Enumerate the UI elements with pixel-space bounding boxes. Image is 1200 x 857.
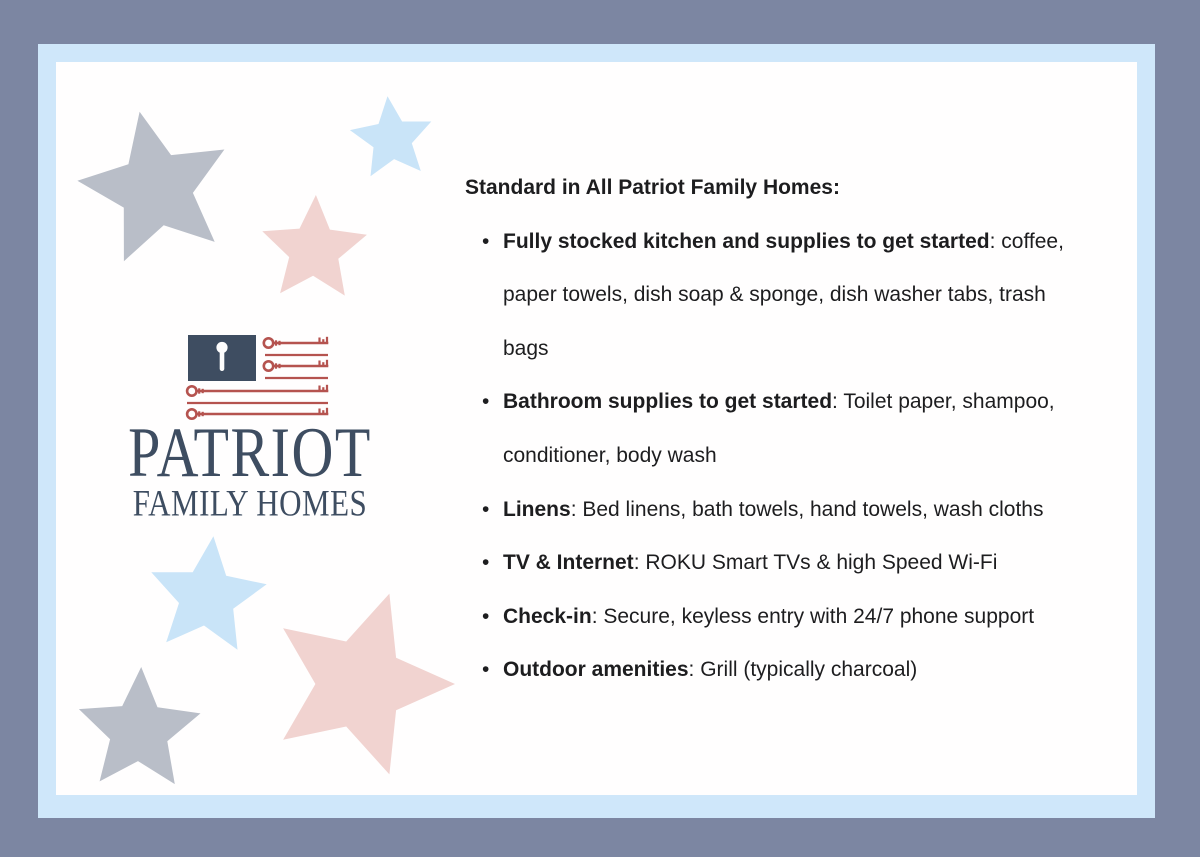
list-item [465,643,1125,697]
amenities-list [465,215,1125,697]
list-item-text: : ROKU Smart TVs & high Speed Wi-Fi [633,551,998,575]
list-item-line [503,536,1125,590]
list-item [465,536,1125,590]
list-item [465,590,1125,644]
list-item-text: Fully stocked kitchen and supplies to get started [503,229,990,253]
list-item-line [503,322,1125,376]
list-item-text: Bathroom supplies to get started [503,390,833,414]
list-item-text: bags [503,336,549,360]
list-item-text: conditioner, body wash [503,443,717,467]
list-item-line [503,215,1125,269]
list-item-text: Linens [503,497,571,521]
list-item-text: TV & Internet [503,551,634,575]
list-item-line [503,375,1125,429]
blue-star-small-top [350,96,431,176]
content-column [465,161,1125,697]
list-item-text: Check-in [503,604,592,628]
list-item-text: : Secure, keyless entry with 24/7 phone support [591,604,1035,628]
bullet-marker: • [482,658,490,682]
pink-star-top [262,195,367,296]
brand-name-primary: PATRIOT [128,412,372,492]
list-item-text: Outdoor amenities [503,658,689,682]
keyhole-stem [220,351,225,371]
bullet-marker: • [482,390,490,414]
bullet-marker: • [482,551,490,575]
list-item-line [503,590,1125,644]
list-item-text: : coffee, [989,229,1064,253]
list-item [465,215,1125,376]
patriot-flag-keys-icon [185,332,330,420]
pink-star-large-bottom [283,594,455,775]
bullet-marker: • [482,497,490,521]
bullet-marker: • [482,229,490,253]
list-item-line [503,483,1125,537]
list-item-text: paper towels, dish soap & sponge, dish washer tabs, trash [503,283,1046,307]
list-item [465,483,1125,537]
list-item-line [503,268,1125,322]
key-stripe [264,360,329,371]
gray-star-bottom [79,667,201,784]
key-stripe [187,385,328,396]
list-item-line [503,643,1125,697]
section-heading: Standard in All Patriot Family Homes: [465,176,840,199]
gray-star-large-top [77,112,224,262]
list-item-text: : Toilet paper, shampoo, [832,390,1055,414]
list-item [465,375,1125,482]
list-item-text: : Bed linens, bath towels, hand towels, wash cloths [570,497,1044,521]
list-item-text: : Grill (typically charcoal) [688,658,918,682]
key-stripe [264,337,329,348]
list-item-line [503,429,1125,483]
blue-star-bottom [151,536,266,650]
brand-name-secondary: FAMILY HOMES [132,482,368,524]
bullet-marker: • [482,604,490,628]
